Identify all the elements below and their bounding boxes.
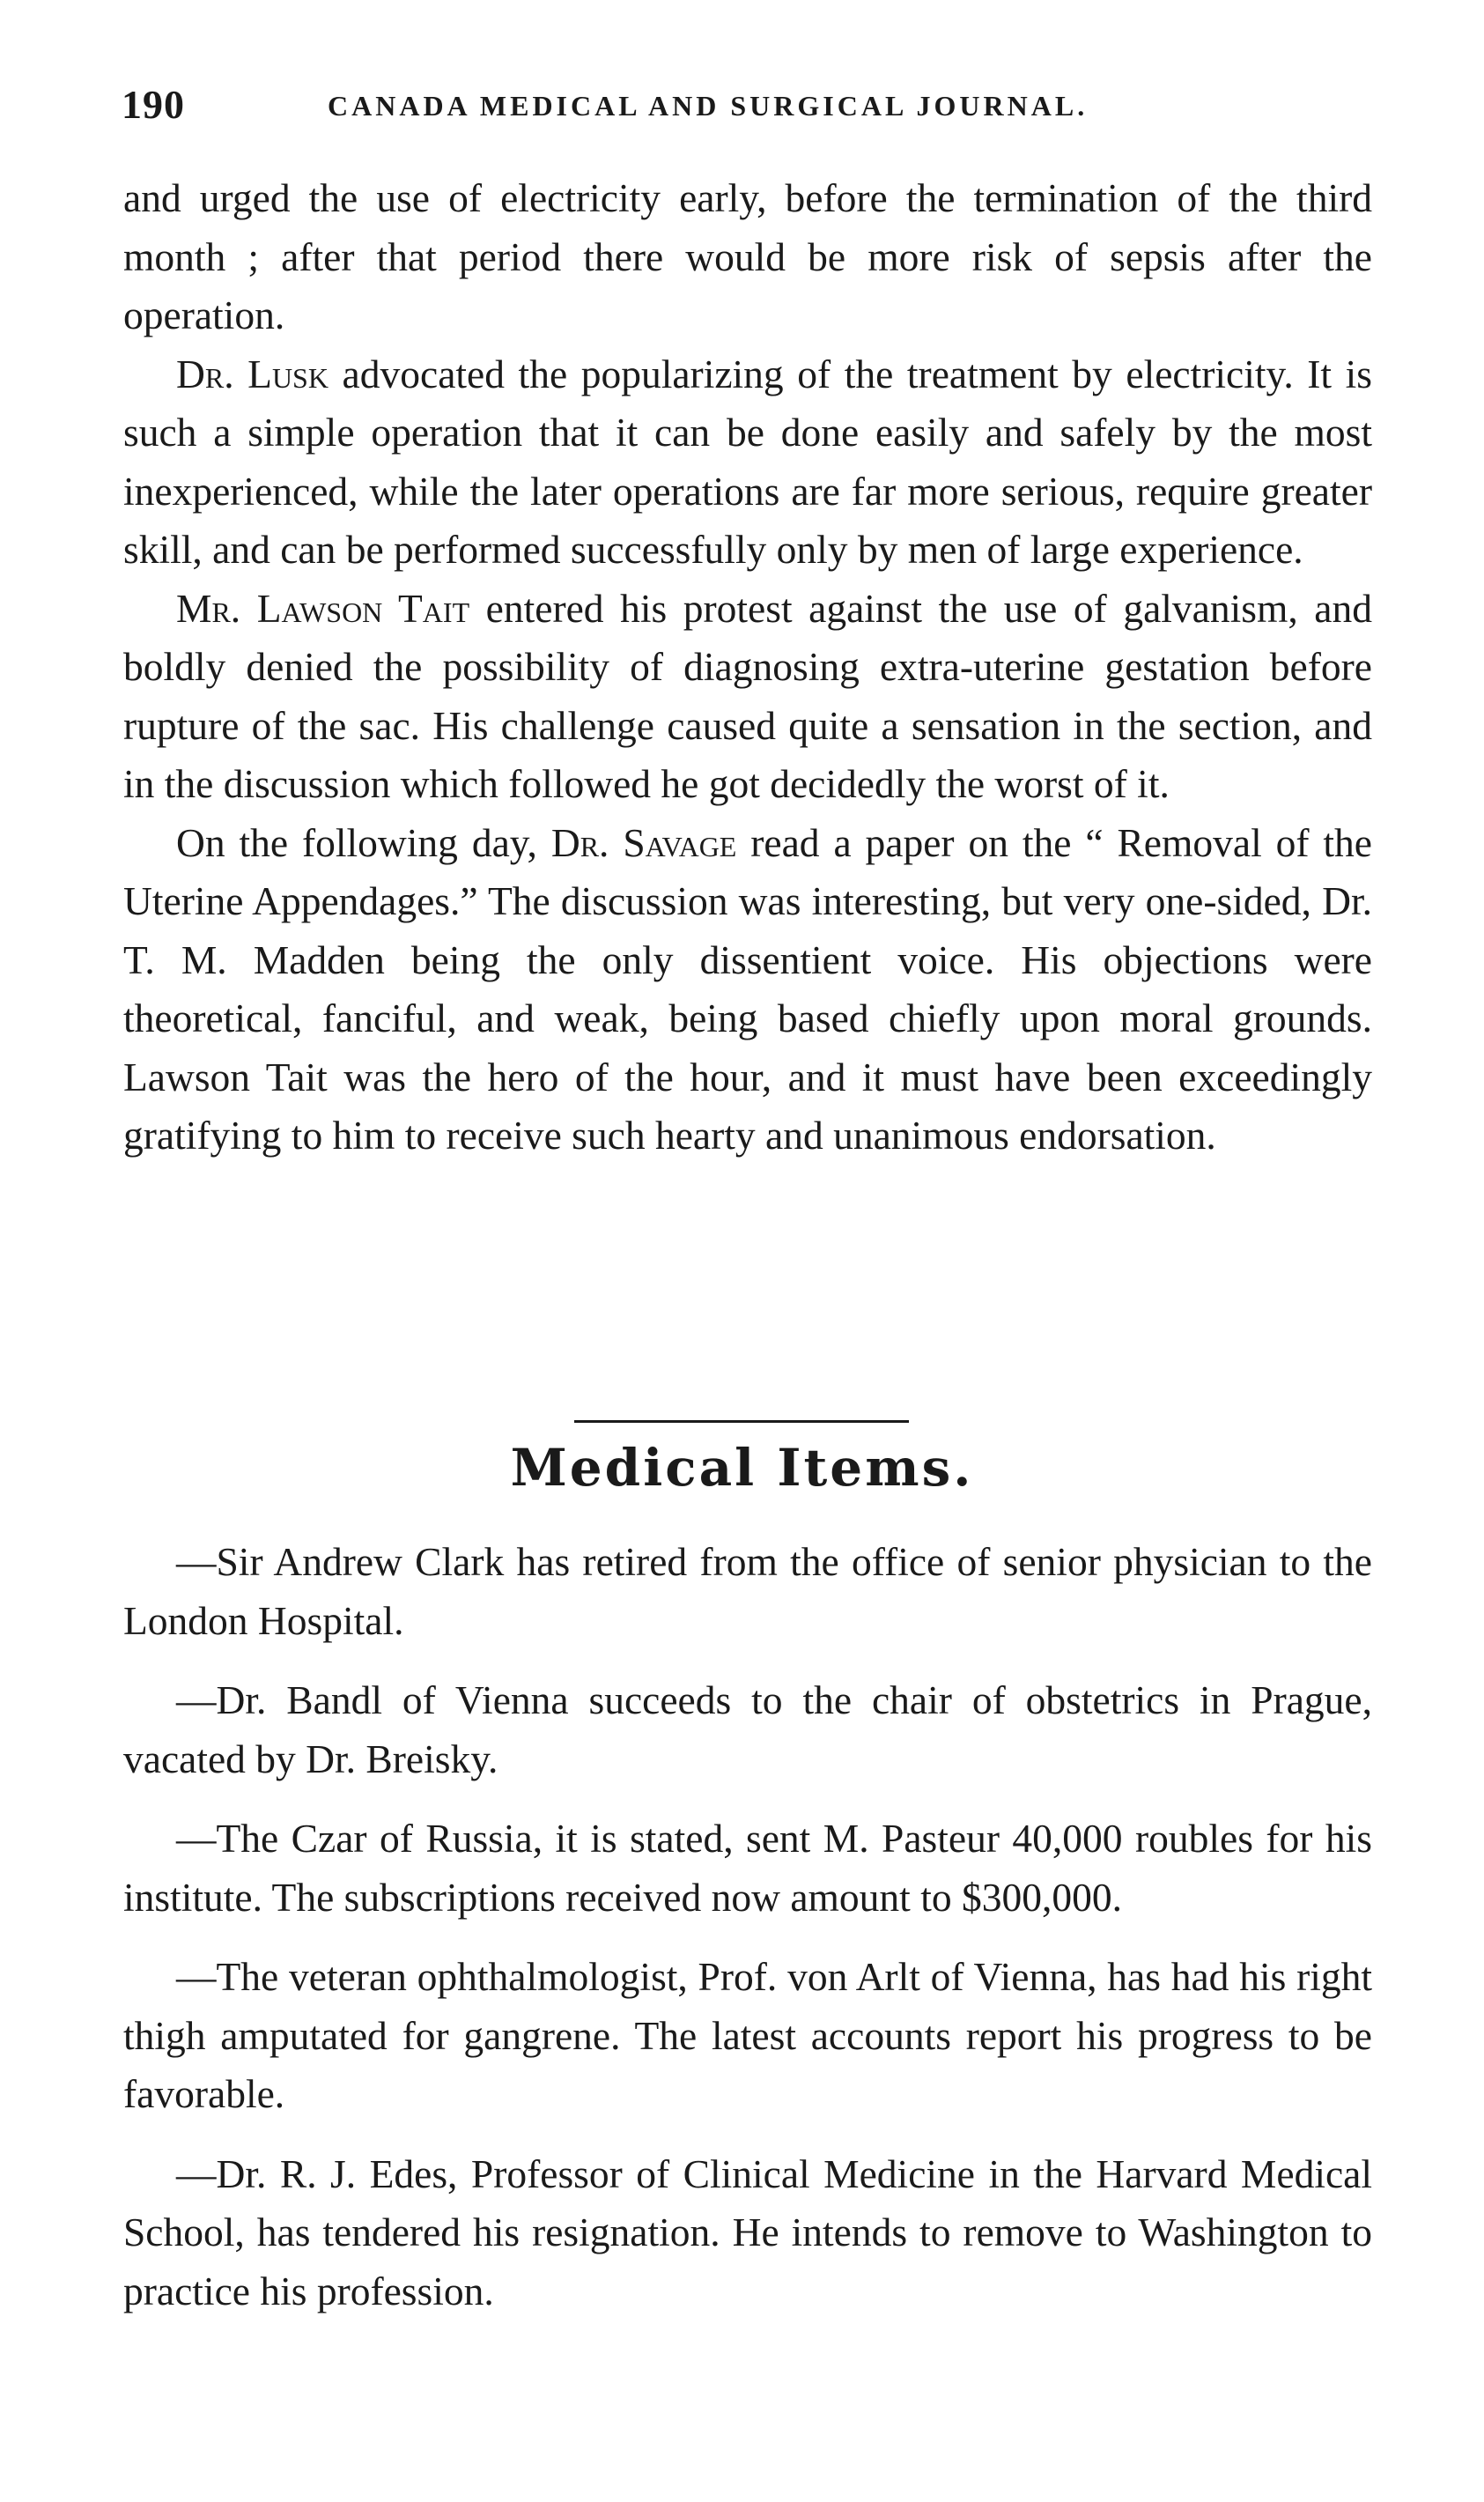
medical-item: —The Czar of Russia, it is stated, sent M. Pasteur 40,000 roubles for his institute. The subscriptions received now amount to $300,000. xyxy=(123,1816,1372,1920)
running-head xyxy=(122,81,1372,134)
paragraph-lusk xyxy=(123,345,1372,580)
paragraph-continuation: and urged the use of electricity early, before the termination of the third month ; after that period there would be more risk of sepsis after the operation. xyxy=(123,175,1372,337)
paragraph-tait xyxy=(123,580,1372,814)
medical-item: —Dr. Bandl of Vienna succeeds to the chair of obstetrics in Prague, vacated by Dr. Breisky. xyxy=(123,1677,1372,1781)
section-heading: Medical Items. xyxy=(510,1438,974,1498)
medical-item: —Dr. R. J. Edes, Professor of Clinical Medicine in the Harvard Medical School, has tendered his resignation. He intends to remove to Washington to practice his profession. xyxy=(123,2150,1372,2313)
paragraph-text: entered his protest against the use of galvanism, and boldly denied the possibility of diagnosing extra-uterine gestation before rupture of the sac. His challenge caused quite a sensation in the section, and in the discussion which followed he got decidedly the worst of it. xyxy=(123,585,1372,806)
speaker-name: Dr. Lusk xyxy=(176,351,329,396)
page-number: 190 xyxy=(122,82,185,127)
section-divider xyxy=(574,1420,909,1423)
speaker-name: Dr. Savage xyxy=(550,819,737,865)
paragraph-text: On the following day, xyxy=(176,819,551,865)
medical-items-list xyxy=(123,1533,1372,2342)
medical-item: —The veteran ophthalmologist, Prof. von Arlt of Vienna, has had his right thigh amputated for gangrene. The latest accounts report his progress to be favorable. xyxy=(123,1954,1372,2116)
paragraph-text: advocated the popularizing of the treatment by electricity. It is such a simple operation that it can be done easily and safely by the most inexperienced, while the later operations are far more serious, require greater skill, and can be performed successfully only by men of large experience. xyxy=(123,351,1372,572)
journal-title: CANADA MEDICAL AND SURGICAL JOURNAL. xyxy=(328,90,1089,122)
speaker-name: Mr. Lawson Tait xyxy=(176,585,470,631)
paragraph-savage xyxy=(123,814,1372,1166)
article-body xyxy=(123,169,1372,1166)
medical-item: —Sir Andrew Clark has retired from the office of senior physician to the London Hospital. xyxy=(123,1539,1372,1643)
paragraph-text: read a paper on the “ Removal of the Uterine Appendages.” The discussion was interesting, but very one-sided, Dr. T. M. Madden being the only dissentient voice. His objections were theoretical, fanciful, and weak, being based chiefly upon moral grounds. Lawson Tait was the hero of the hour, and it must have been exceedingly gratifying to him to receive such hearty and unanimous endorsation. xyxy=(123,819,1372,1158)
